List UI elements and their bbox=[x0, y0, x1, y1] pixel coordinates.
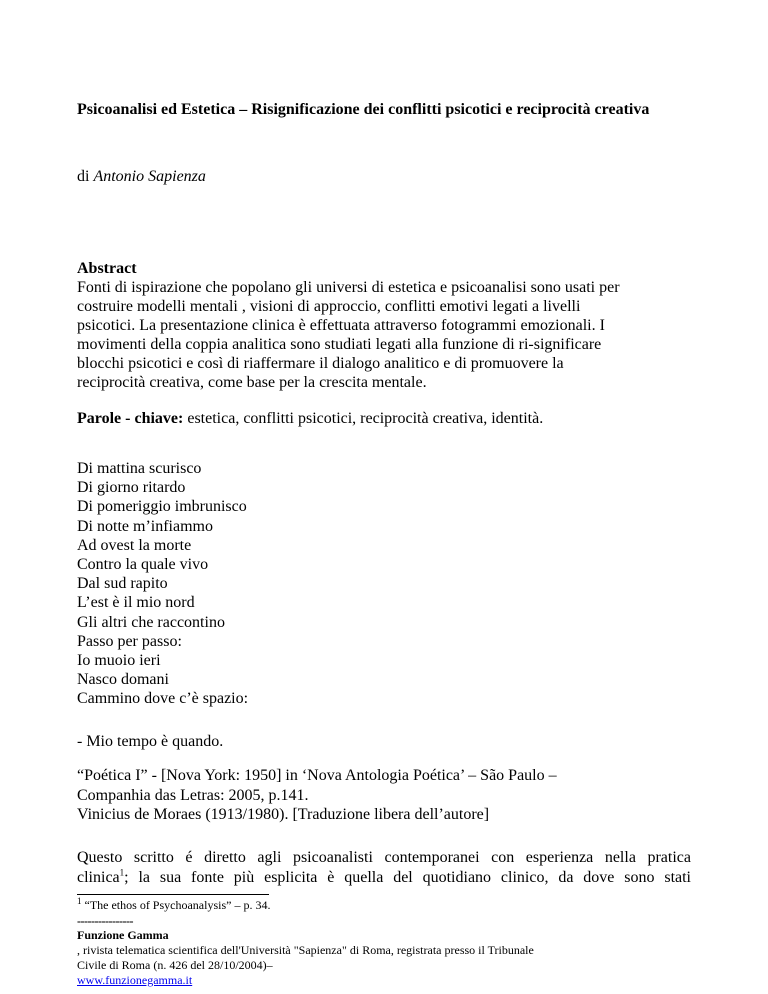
body-line: Questo scritto é diretto agli psicoanalisti contemporanei con esperienza nella pratica bbox=[77, 849, 691, 866]
footnote-divider bbox=[77, 894, 269, 895]
footnote-marker: 1 bbox=[77, 896, 82, 906]
keywords bbox=[77, 409, 543, 429]
poem-line: Di pomeriggio imbrunisco bbox=[77, 498, 247, 516]
author-prefix: di bbox=[77, 168, 90, 185]
author-line bbox=[77, 167, 206, 187]
poem-line: Cammino dove c’è spazio: bbox=[77, 690, 249, 708]
keywords-label: Parole - chiave: bbox=[77, 410, 184, 427]
abstract-line: costruire modelli mentali , visioni di approccio, conflitti emotivi legati a livelli bbox=[77, 298, 581, 315]
citation-line: Vinicius de Moraes (1913/1980). [Traduzione libera dell’autore] bbox=[77, 806, 490, 823]
footer-line bbox=[77, 928, 691, 958]
footnote bbox=[77, 898, 270, 913]
footer-text: , rivista telematica scientifica dell'Università "Sapienza" di Roma, registrata presso il Tribunale bbox=[77, 943, 534, 957]
poem-line: Gli altri che raccontino bbox=[77, 613, 225, 631]
poem-line: Contro la quale vivo bbox=[77, 556, 209, 574]
poem-citation bbox=[77, 766, 557, 825]
abstract-line: Fonti di ispirazione che popolano gli universi di estetica e psicoanalisi sono usati per bbox=[77, 279, 620, 296]
poem-line: L’est è il mio nord bbox=[77, 594, 195, 612]
abstract-line: psicotici. La presentazione clinica è effettuata attraverso fotogrammi emozionali. I bbox=[77, 317, 605, 334]
abstract-heading: Abstract bbox=[77, 260, 137, 277]
poem-line: Passo per passo: bbox=[77, 632, 182, 650]
journal-website-link[interactable]: www.funzionegamma.it bbox=[77, 973, 193, 987]
citation-line: Companhia das Letras: 2005, p.141. bbox=[77, 786, 309, 804]
poem-line: Dal sud rapito bbox=[77, 575, 168, 593]
abstract-body bbox=[77, 278, 691, 392]
poem-line: Di notte m’infiammo bbox=[77, 517, 213, 535]
poem-final-line: - Mio tempo è quando. bbox=[77, 733, 224, 750]
poem-line: Di mattina scurisco bbox=[77, 460, 202, 477]
body-paragraph bbox=[77, 848, 691, 888]
page-footer bbox=[77, 928, 691, 988]
abstract-line: blocchi psicotici e così di riaffermare il dialogo analitico e di promuovere la bbox=[77, 355, 564, 372]
footnote-ref[interactable]: 1 bbox=[119, 867, 125, 878]
document-title: Psicoanalisi ed Estetica – Risignificazione dei conflitti psicotici e reciprocità creativa bbox=[77, 101, 650, 118]
footer-line bbox=[77, 958, 691, 988]
abstract-line: movimenti della coppia analitica sono studiati legati alla funzione di ri-significare bbox=[77, 336, 602, 353]
citation-line: “Poética I” - [Nova York: 1950] in ‘Nova Antologia Poética’ – São Paulo – bbox=[77, 767, 557, 784]
abstract-line: reciprocità creativa, come base per la crescita mentale. bbox=[77, 374, 427, 391]
author-name: Antonio Sapienza bbox=[93, 168, 206, 185]
poem-line: Ad ovest la morte bbox=[77, 536, 192, 554]
poem-line: Di giorno ritardo bbox=[77, 479, 186, 497]
body-line bbox=[77, 868, 691, 888]
footer-separator: ---------------- bbox=[77, 914, 133, 928]
poem-line: Nasco domani bbox=[77, 671, 169, 689]
footnote-text: “The ethos of Psychoanalysis” – p. 34. bbox=[81, 898, 271, 912]
body-text: ; la sua fonte più esplicita è quella del quotidiano clinico, da dove sono stati bbox=[124, 869, 691, 886]
journal-name: Funzione Gamma bbox=[77, 928, 169, 942]
body-text: clinica bbox=[77, 869, 120, 886]
keywords-text: estetica, conflitti psicotici, reciprocità creativa, identità. bbox=[183, 410, 544, 427]
footer-text: Civile di Roma (n. 426 del 28/10/2004)– bbox=[77, 958, 273, 972]
poem-line: Io muoio ieri bbox=[77, 652, 161, 670]
poem bbox=[77, 459, 248, 709]
